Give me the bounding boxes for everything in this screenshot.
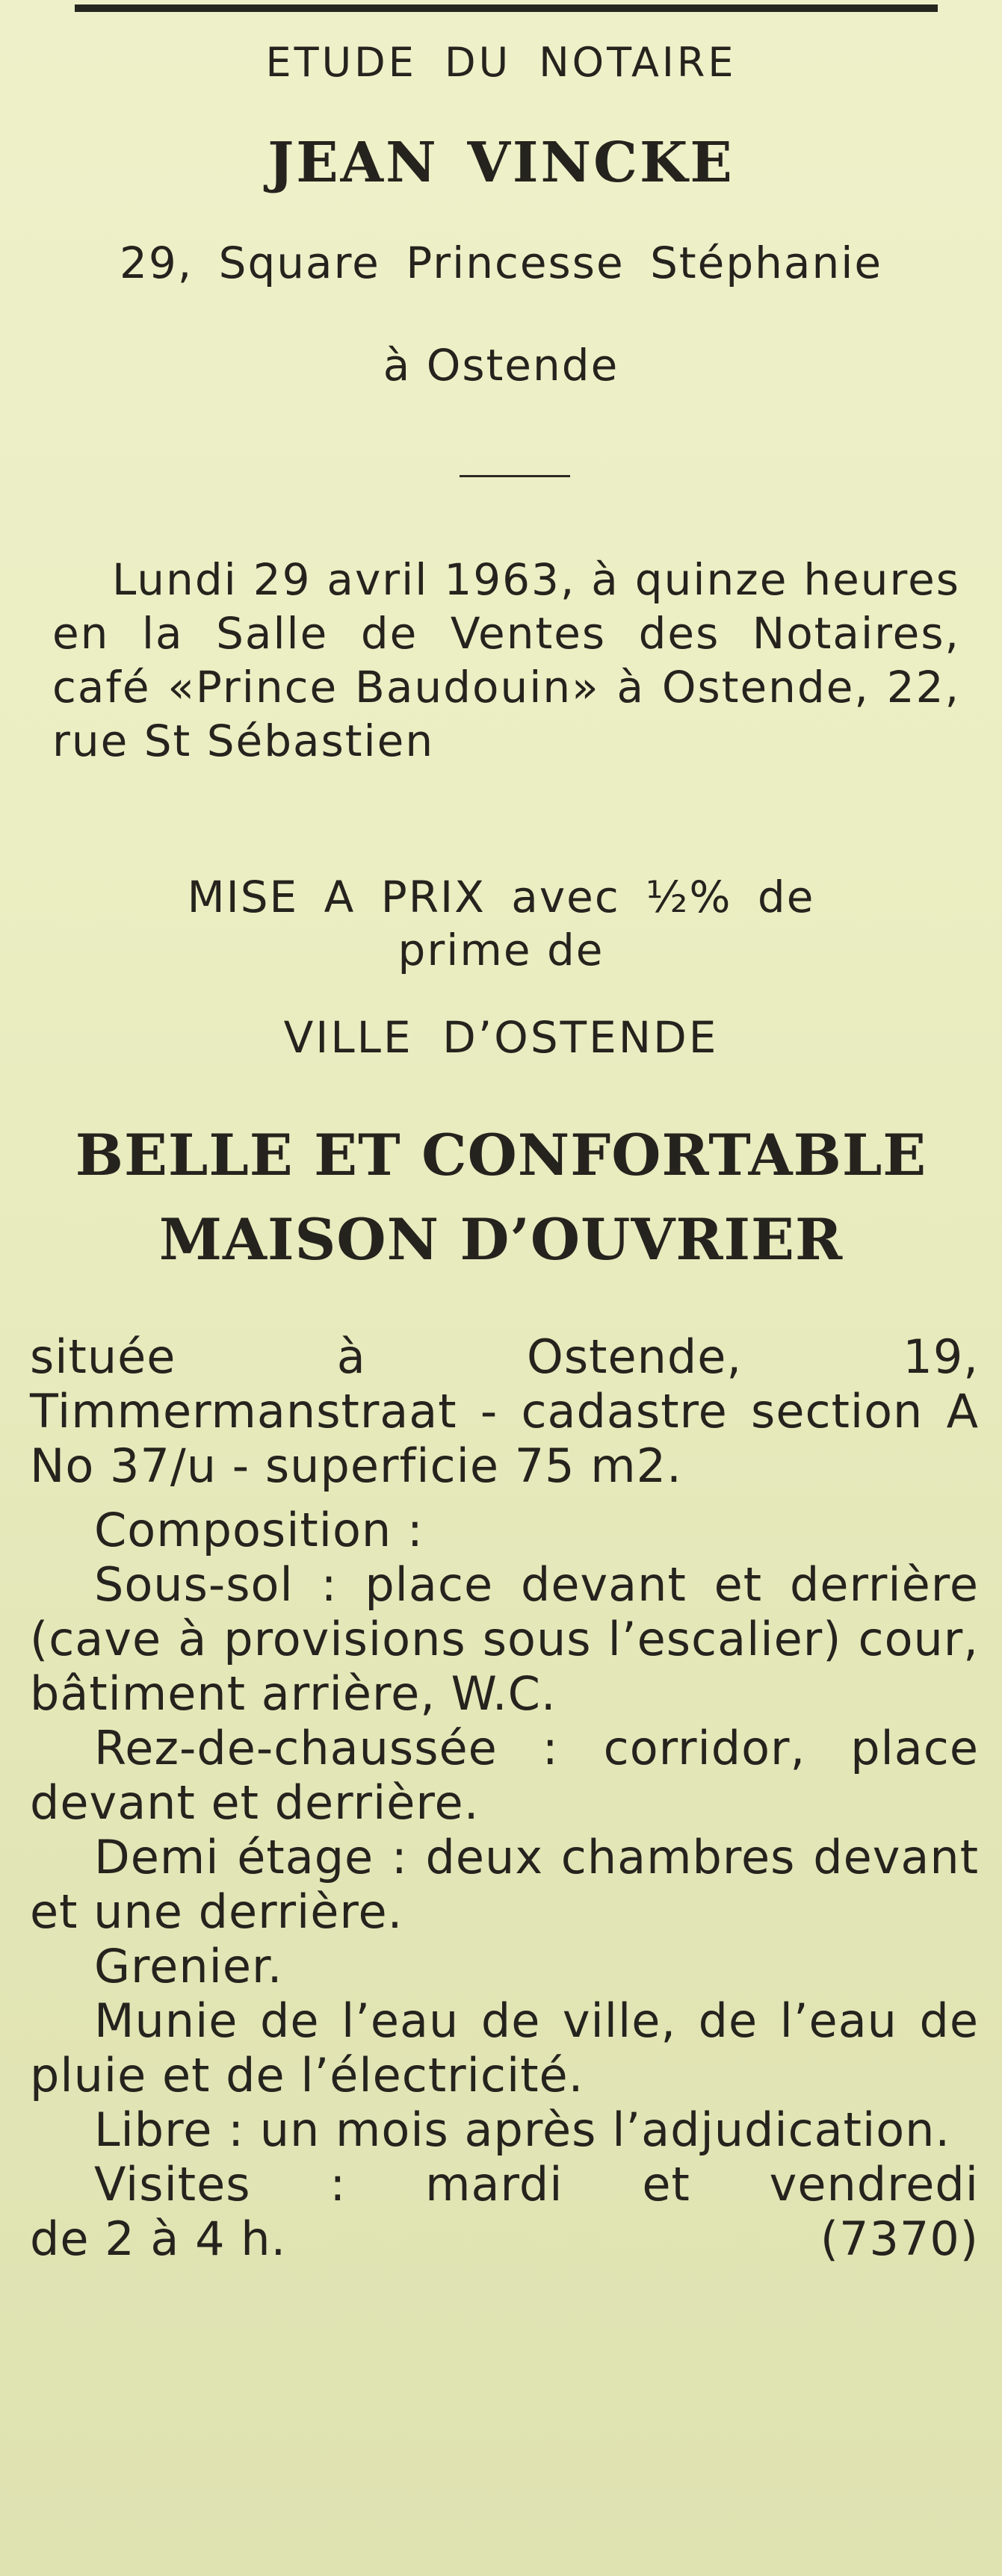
visiting-hours: de 2 à 4 h. (30, 2212, 287, 2266)
mise-a-prix-line: MISE A PRIX avec ½% de (187, 872, 815, 922)
section-divider (460, 475, 570, 477)
top-rule (75, 4, 938, 12)
notary-name: JEAN VINCKE (267, 131, 735, 195)
visits-paragraph: Visites : mardi et vendredi (94, 2157, 979, 2212)
property-title-line-1: BELLE ET CONFORTABLE (75, 1122, 927, 1188)
seller-name: VILLE D’OSTENDE (283, 1012, 719, 1063)
notary-street-address: 29, Square Princesse Stéphanie (119, 238, 883, 288)
notary-city: à Ostende (383, 340, 619, 391)
rez-de-chaussee-paragraph: Rez-de-chaussée : corridor, place devant et derrière. (30, 1721, 979, 1830)
location-paragraph: située à Ostende, 19, Timmermanstraat - cadastre section A No 37/u - superficie 75 m2. (30, 1329, 979, 1493)
demi-etage-paragraph: Demi étage : deux chambres devant et une derrière. (30, 1830, 979, 1939)
availability-paragraph: Libre : un mois après l’adjudication. (94, 2102, 951, 2157)
property-title-line-2: MAISON D’OUVRIER (158, 1206, 844, 1273)
office-heading: ETUDE DU NOTAIRE (265, 39, 737, 86)
reference-number: (7370) (820, 2212, 979, 2266)
visits-hours-line (30, 2212, 979, 2266)
composition-heading: Composition : (94, 1503, 424, 1557)
sale-date-location: Lundi 29 avril 1963, à quinze heures en la Salle de Ventes des Notaires, café «Prince Baudouin» à Ostende, 22, rue St Sébastien (52, 554, 960, 766)
grenier-paragraph: Grenier. (94, 1939, 283, 1993)
prime-line: prime de (398, 925, 604, 975)
sous-sol-paragraph: Sous-sol : place devant et derrière (cave à provisions sous l’escalier) cour, bâtiment arrière, W.C. (30, 1557, 979, 1721)
property-location (30, 1329, 979, 1493)
property-composition (30, 1503, 979, 2266)
utilities-paragraph: Munie de l’eau de ville, de l’eau de pluie et de l’électricité. (30, 1993, 979, 2102)
